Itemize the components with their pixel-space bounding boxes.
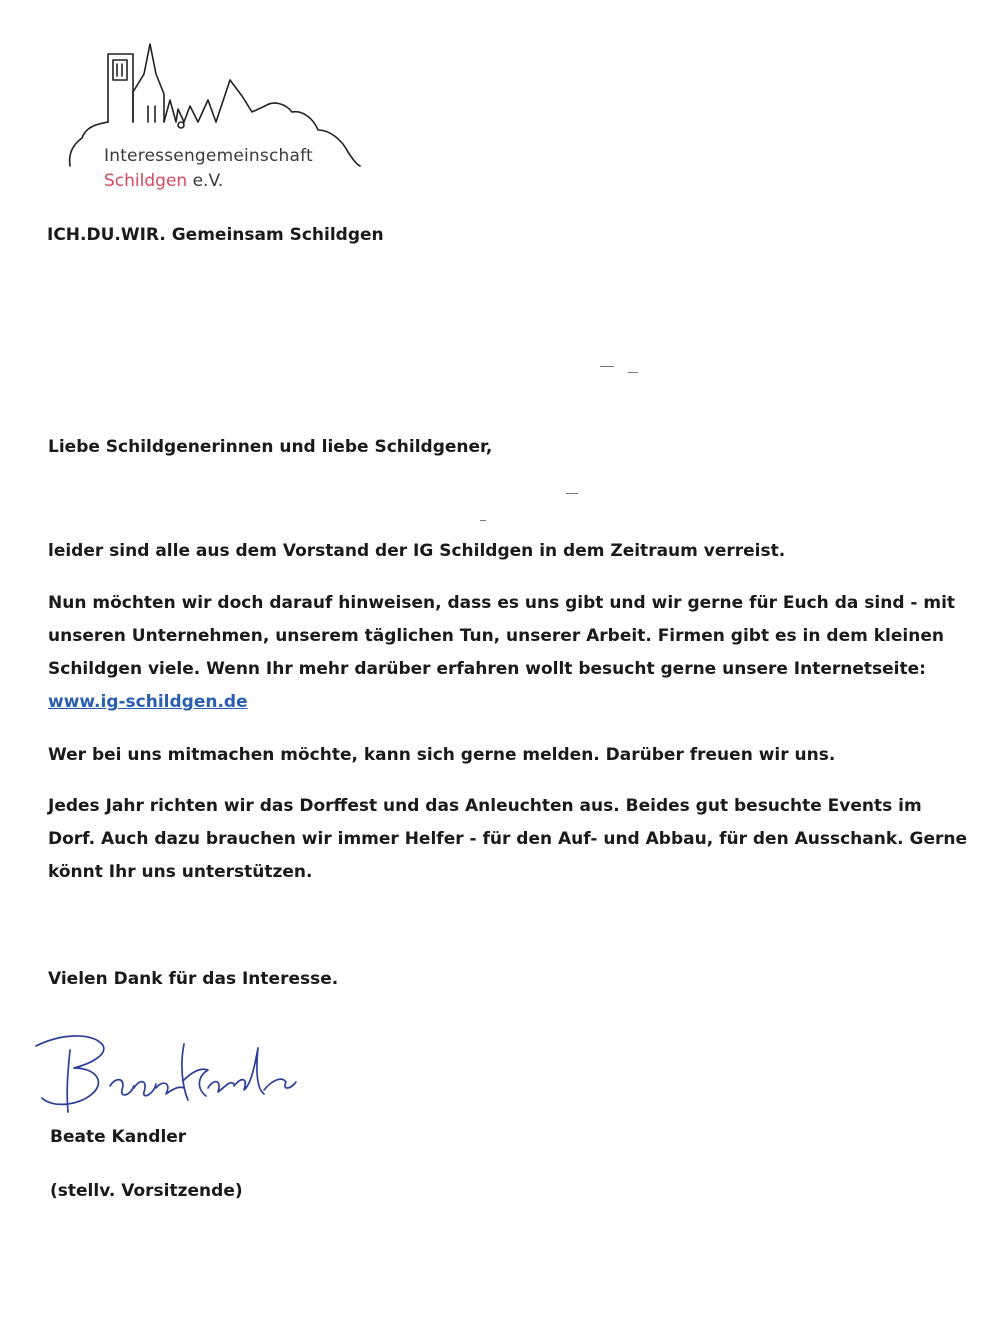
scan-speck [600, 366, 614, 367]
scan-speck [566, 493, 578, 494]
paragraph-businesses-text: Nun möchten wir doch darauf hinweisen, dass es uns gibt und wir gerne für Euch da sind - mit unseren Unternehmen, unserem täglichen Tun, unserer Arbeit. Firmen gibt es in dem kleinen Schildgen viele. Wenn Ihr mehr darüber erfahren wollt besucht gerne unsere Internetseite: [48, 593, 956, 679]
scan-speck [628, 372, 638, 373]
signatory-name: Beate Kandler [50, 1127, 187, 1147]
logo-text-line2 [104, 171, 223, 191]
organization-logo [60, 34, 370, 199]
closing-line: Vielen Dank für das Interesse. [48, 969, 339, 989]
greeting: Liebe Schildgenerinnen und liebe Schildgener, [48, 437, 493, 457]
paragraph-businesses [48, 587, 968, 719]
paragraph-events: Jedes Jahr richten wir das Dorffest und das Anleuchten aus. Beides gut besuchte Events im Dorf. Auch dazu brauchen wir immer Helfer - für den Auf- und Abbau, für den Ausschank. Gerne könnt Ihr uns unterstützen. [48, 796, 968, 882]
scan-speck [480, 520, 486, 521]
paragraph-join: Wer bei uns mitmachen möchte, kann sich gerne melden. Darüber freuen wir uns. [48, 745, 836, 765]
logo-suffix-text: e.V. [192, 171, 224, 191]
slogan: ICH.DU.WIR. Gemeinsam Schildgen [47, 225, 384, 245]
website-link[interactable]: www.ig-schildgen.de [48, 692, 248, 712]
signatory-role: (stellv. Vorsitzende) [50, 1181, 243, 1201]
paragraph-absence: leider sind alle aus dem Vorstand der IG Schildgen in dem Zeitraum verreist. [48, 541, 786, 561]
logo-accent-text: Schildgen [104, 171, 188, 191]
logo-text-line1: Interessengemeinschaft [104, 146, 313, 166]
handwritten-signature [30, 1028, 300, 1123]
